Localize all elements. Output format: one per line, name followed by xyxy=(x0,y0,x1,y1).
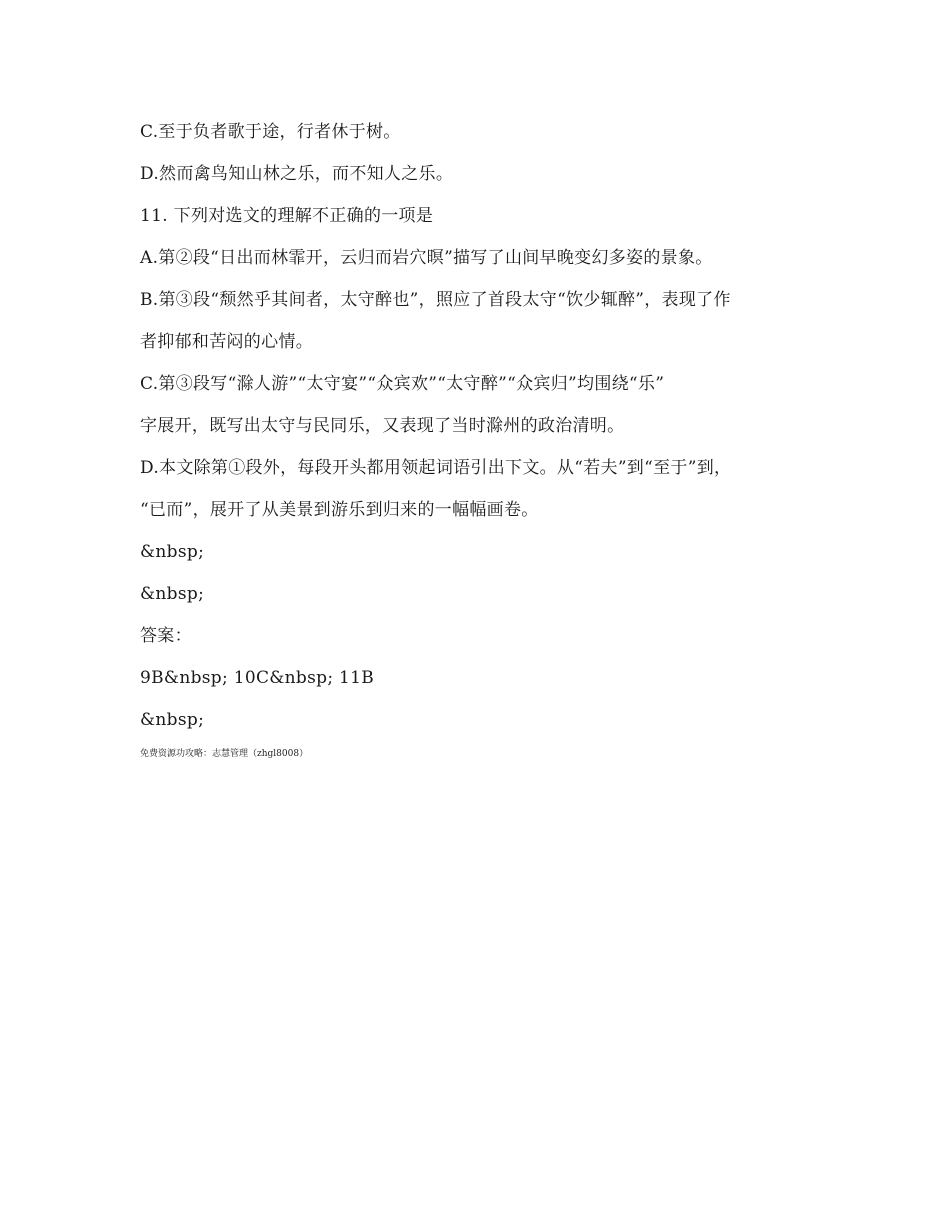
option-d-line: D.然而禽鸟知山林之乐，而不知人之乐。 xyxy=(140,164,454,184)
q11-option-b-line: B.第③段“颓然乎其间者，太守醉也”，照应了首段太守“饮少辄醉”，表现了作 xyxy=(140,290,731,310)
document-body xyxy=(140,111,820,761)
nbsp-line: &nbsp; xyxy=(140,542,205,562)
question-11-line: 11. 下列对选文的理解不正确的一项是 xyxy=(140,206,434,226)
footer-note: 免费资源功攻略：志慧管理（zhgl8008） xyxy=(140,749,309,759)
q11-option-d-line: D.本文除第①段外，每段开头都用领起词语引出下文。从“若夫”到“至于”到， xyxy=(140,458,732,478)
answer-heading: 答案： xyxy=(140,626,192,646)
q11-option-c-continuation: 字展开，既写出太守与民同乐，又表现了当时滁州的政治清明。 xyxy=(140,416,625,436)
nbsp-line: &nbsp; xyxy=(140,710,205,730)
q11-option-d-continuation: “已而”，展开了从美景到游乐到归来的一幅幅画卷。 xyxy=(140,500,539,520)
q11-option-b-continuation: 者抑郁和苦闷的心情。 xyxy=(140,332,313,352)
option-c-line: C.至于负者歌于途，行者休于树。 xyxy=(140,122,401,142)
answer-values: 9B&nbsp; 10C&nbsp; 11B xyxy=(140,668,375,688)
q11-option-a-line: A.第②段“日出而林霏开，云归而岩穴暝”描写了山间早晚变幻多姿的景象。 xyxy=(140,248,713,268)
q11-option-c-line: C.第③段写“滁人游”“太守宴”“众宾欢”“太守醉”“众宾归”均围绕“乐” xyxy=(140,374,665,394)
nbsp-line: &nbsp; xyxy=(140,584,205,604)
